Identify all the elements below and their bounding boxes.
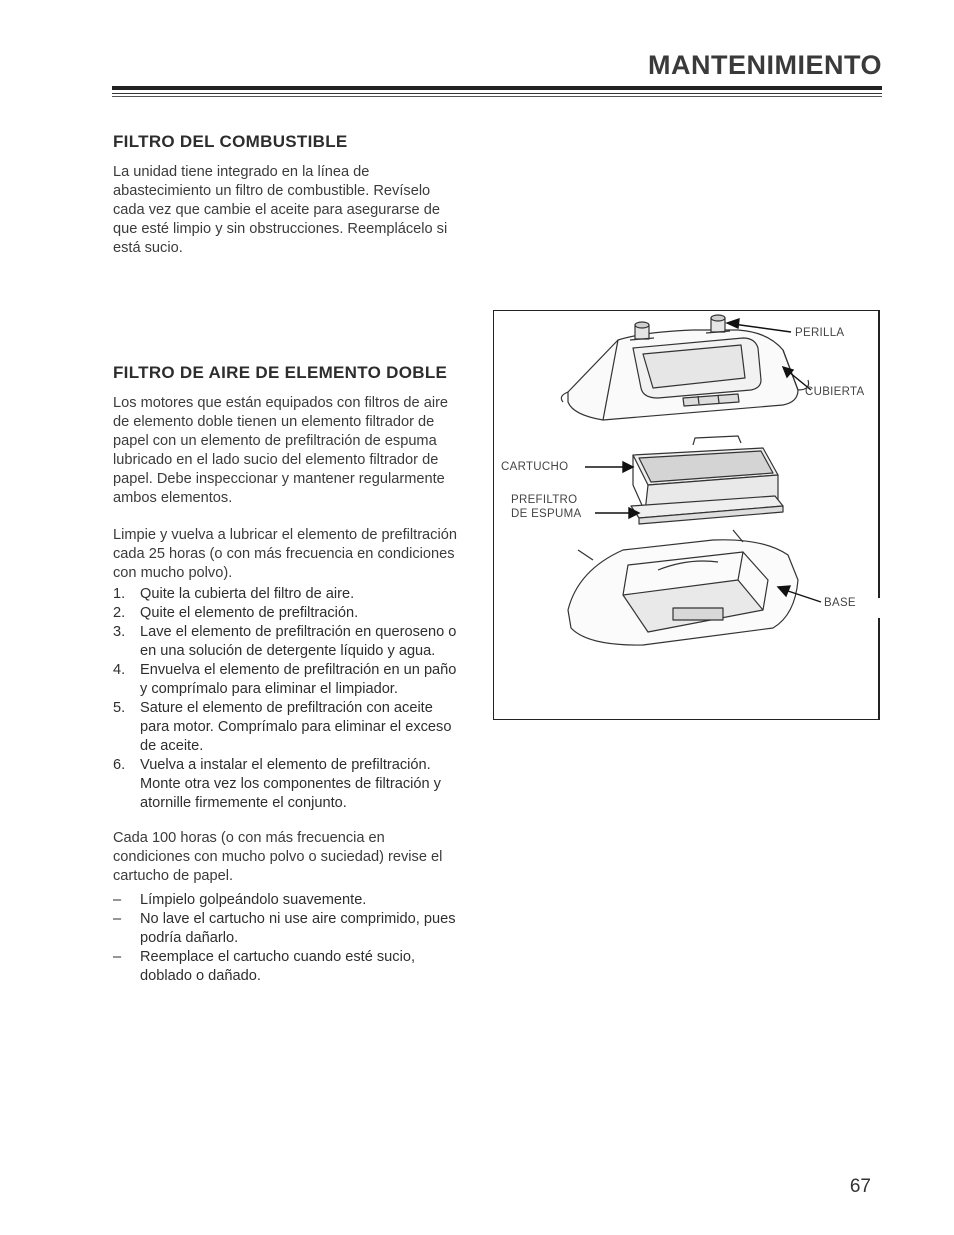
list-item: 2. Quite el elemento de prefiltración. xyxy=(113,605,359,621)
list-item: 1. Quite la cubierta del filtro de aire. xyxy=(113,586,355,602)
prefilter-clean-intro: Limpie y vuelva a lubricar el elemento de prefiltración cada 25 horas (o con más frecuencia en condiciones con mucho polvo). xyxy=(113,527,457,581)
page-title: MANTENIMIENTO xyxy=(648,50,882,80)
cover-label: CUBIERTA xyxy=(805,386,865,398)
list-item: – Límpielo golpeándolo suavemente. xyxy=(113,892,367,908)
base-illustration xyxy=(568,530,798,645)
list-item: – No lave el cartucho ni use aire comprimido, pues podría dañarlo. xyxy=(113,911,456,946)
list-item: 5. Sature el elemento de prefiltración con aceite para motor. Comprímalo para eliminar el exceso de aceite. xyxy=(113,700,452,754)
prefilter-steps-list xyxy=(113,585,493,813)
fuel-filter-heading: FILTRO DEL COMBUSTIBLE xyxy=(113,132,348,151)
fuel-filter-text: La unidad tiene integrado en la línea de abastecimiento un filtro de combustible. Revíselo cada vez que cambie el aceite para asegurarse de que esté limpio y sin obstrucciones. Reemplácelo si está sucio. xyxy=(113,164,448,256)
cartridge-steps-list xyxy=(113,891,493,986)
header-rule-thin xyxy=(112,96,882,97)
knob-label: PERILLA xyxy=(795,327,845,339)
cartridge-intro: Cada 100 horas (o con más frecuencia en condiciones con mucho polvo o suciedad) revise el cartucho de papel. xyxy=(113,830,443,884)
header-rule xyxy=(112,86,882,90)
base-label: BASE xyxy=(824,597,856,609)
prefilter-label: PREFILTRO DE ESPUMA xyxy=(511,494,582,520)
list-item: 3. Lave el elemento de prefiltración en queroseno o en una solución de detergente líquido y agua. xyxy=(113,624,457,659)
header-rule-thin xyxy=(112,93,882,94)
air-filter-heading: FILTRO DE AIRE DE ELEMENTO DOBLE xyxy=(113,363,448,382)
air-filter-intro: Los motores que están equipados con filtros de aire de elemento doble tienen un elemento filtrador de papel con un elemento de prefiltración de espuma lubricado en el lado sucio del elemento filtrador de papel. Debe inspeccionar y mantener regularmente ambos elementos. xyxy=(113,395,449,506)
list-item: – Reemplace el cartucho cuando esté sucio, doblado o dañado. xyxy=(113,949,416,984)
list-item: 4. Envuelva el elemento de prefiltración en un paño y comprímalo para eliminar el limpiador. xyxy=(113,662,457,697)
list-item: 6. Vuelva a instalar el elemento de prefiltración. Monte otra vez los componentes de filtración y atornille firmemente el conjunto. xyxy=(113,757,441,811)
cartridge-label: CARTUCHO xyxy=(501,461,569,473)
page-number: 67 xyxy=(849,1176,871,1197)
cover-illustration xyxy=(561,330,808,420)
